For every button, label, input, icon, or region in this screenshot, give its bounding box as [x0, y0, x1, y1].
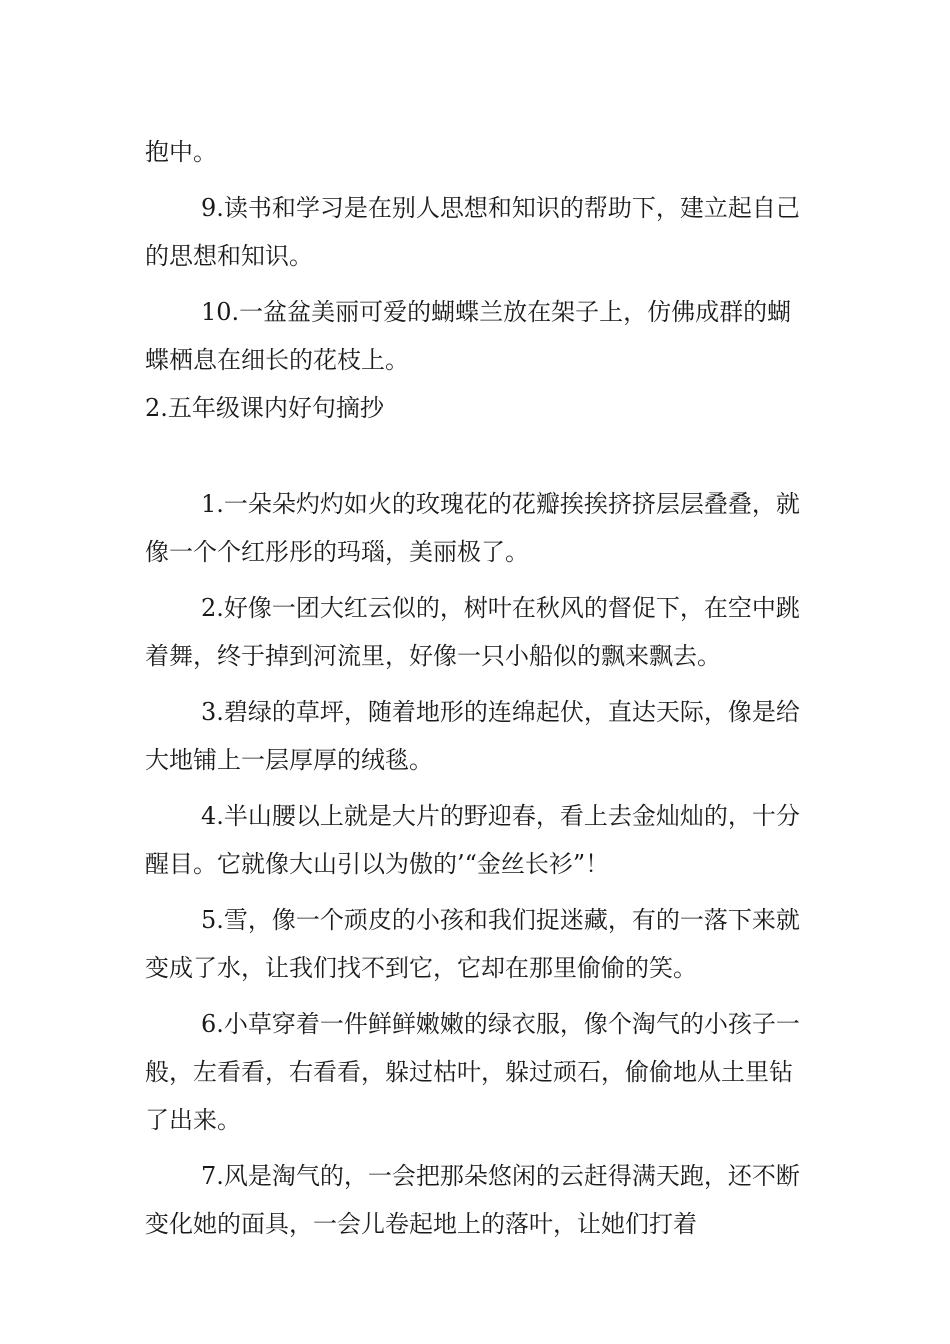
sentence-item: 2.好像一团大红云似的，树叶在秋风的督促下，在空中跳着舞，终于掉到河流里，好像一只小船似的飘来飘去。 — [145, 594, 800, 670]
sentence-item: 9.读书和学习是在别人思想和知识的帮助下，建立起自己的思想和知识。 — [145, 194, 800, 270]
sentence-item: 1.一朵朵灼灼如火的玫瑰花的花瓣挨挨挤挤层层叠叠，就像一个个红彤彤的玛瑙，美丽极了。 — [145, 490, 800, 566]
sentence-item: 5.雪，像一个顽皮的小孩和我们捉迷藏，有的一落下来就变成了水，让我们找不到它，它却在那里偷偷的笑。 — [145, 906, 800, 982]
sentence-item: 4.半山腰以上就是大片的野迎春，看上去金灿灿的，十分醒目。它就像大山引以为傲的’“金丝长衫”！ — [145, 802, 800, 878]
document-page — [145, 128, 815, 1248]
sentence-item: 7.风是淘气的，一会把那朵悠闲的云赶得满天跑，还不断变化她的面具，一会儿卷起地上的落叶，让她们打着 — [145, 1162, 800, 1238]
continuation-text: 抱中。 — [145, 138, 217, 166]
section-heading: 2.五年级课内好句摘抄 — [145, 394, 384, 422]
sentence-item: 3.碧绿的草坪，随着地形的连绵起伏，直达天际，像是给大地铺上一层厚厚的绒毯。 — [145, 698, 800, 774]
sentence-item: 6.小草穿着一件鲜鲜嫩嫩的绿衣服，像个淘气的小孩子一般，左看看，右看看，躲过枯叶，躲过顽石，偷偷地从土里钻了出来。 — [145, 1010, 800, 1134]
sentence-item: 10.一盆盆美丽可爱的蝴蝶兰放在架子上，仿佛成群的蝴蝶栖息在细长的花枝上。 — [145, 298, 792, 374]
